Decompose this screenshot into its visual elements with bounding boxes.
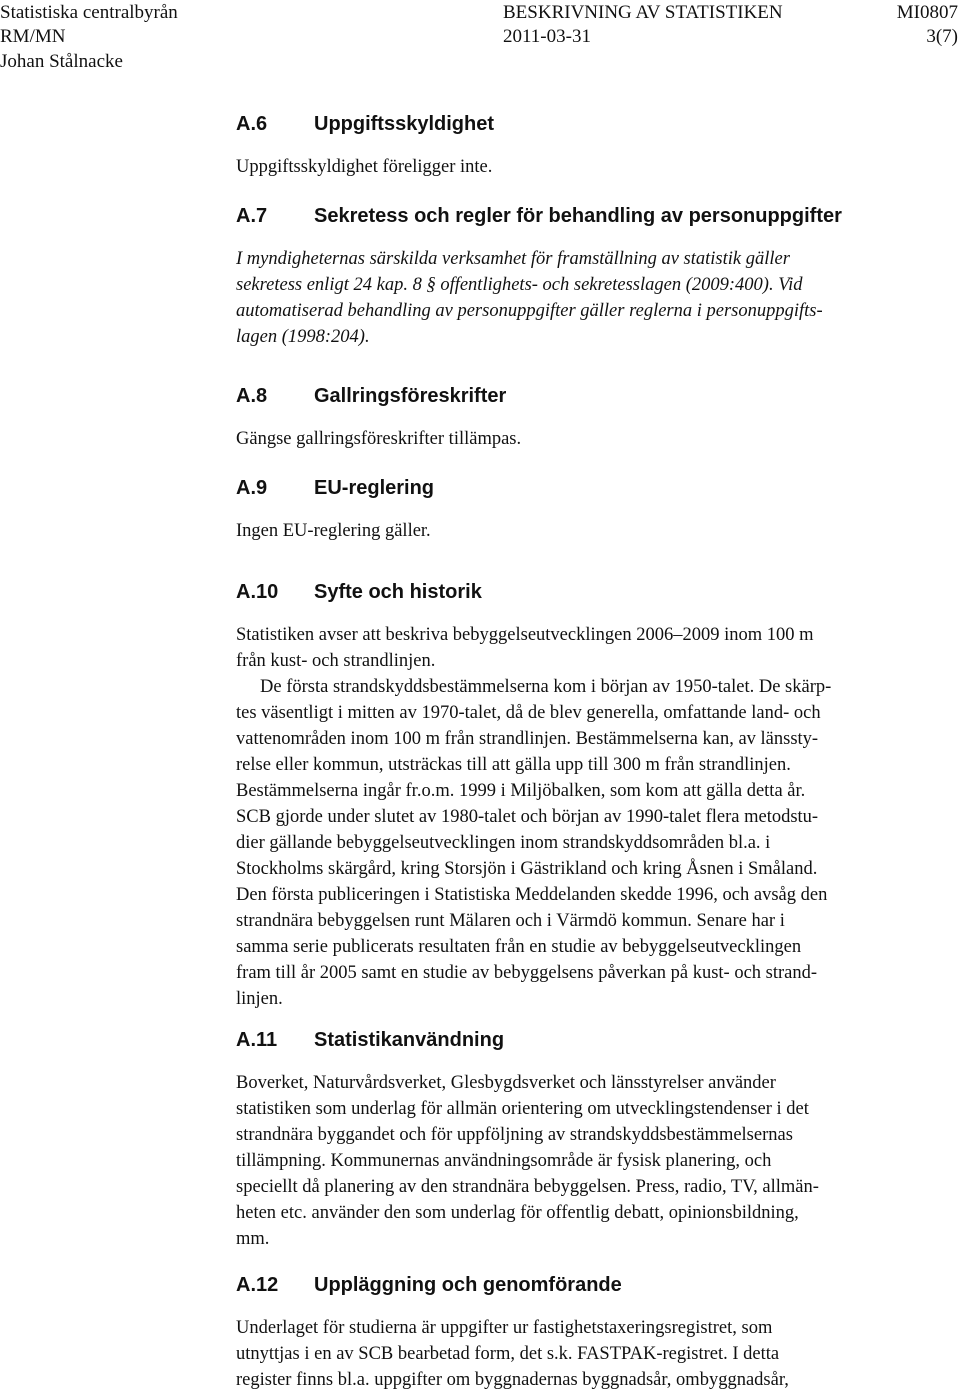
text-line: lagen (1998:204). <box>236 327 370 347</box>
section-title: Sekretess och regler för behandling av personuppgifter <box>314 205 842 227</box>
section-title: Statistikanvändning <box>314 1029 505 1051</box>
section-title: EU-reglering <box>314 477 435 499</box>
section-a8 <box>236 384 952 452</box>
section-heading <box>236 204 952 228</box>
text-line: sekretess enligt 24 kap. 8 § offentlighets- och sekretesslagen (2009:400). Vid <box>236 275 803 295</box>
text-line: I myndigheternas särskilda verksamhet för framställning av statistik gäller <box>236 249 790 269</box>
text-line: heten etc. använder den som underlag för offentlig debatt, opinionsbildning, <box>236 1203 799 1223</box>
header-doc-id: MI0807 <box>896 2 958 23</box>
text-line: Underlaget för studierna är uppgifter ur fastighetstaxeringsregistret, som <box>236 1318 773 1338</box>
header-author: Johan Stålnacke <box>0 51 123 72</box>
section-number: A.6 <box>236 113 268 135</box>
text-line: tes väsentligt i mitten av 1970-talet, då de blev generella, omfattande land- och <box>236 703 821 723</box>
section-heading <box>236 1273 952 1297</box>
text-line: Den första publiceringen i Statistiska Meddelanden skedde 1996, och avsåg den <box>236 885 828 905</box>
section-heading <box>236 1028 952 1052</box>
text-line: automatiserad behandling av personuppgifter gäller reglerna i personuppgifts- <box>236 301 823 321</box>
text-line: mm. <box>236 1229 270 1249</box>
text-line: strandnära byggandet och för uppföljning av strandskyddsbestämmelsernas <box>236 1125 793 1145</box>
text-line: SCB gjorde under slutet av 1980-talet och början av 1990-talet flera metodstu- <box>236 807 819 827</box>
section-text: Uppgiftsskyldighet föreligger inte. <box>236 157 493 177</box>
section-a12 <box>236 1273 952 1393</box>
section-a7 <box>236 204 952 350</box>
section-a10 <box>236 580 952 1012</box>
text-line: Boverket, Naturvårdsverket, Glesbygdsverket och länsstyrelser använder <box>236 1073 776 1093</box>
section-text: Ingen EU-reglering gäller. <box>236 521 431 541</box>
section-title: Syfte och historik <box>314 581 482 603</box>
section-number: A.12 <box>236 1274 279 1296</box>
text-line: Statistiken avser att beskriva bebyggelseutvecklingen 2006–2009 inom 100 m <box>236 625 814 645</box>
section-title: Gallringsföreskrifter <box>314 385 507 407</box>
header-page-number: 3(7) <box>926 26 958 47</box>
section-number: A.8 <box>236 385 268 407</box>
text-line: linjen. <box>236 989 283 1009</box>
text-line: De första strandskyddsbestämmelserna kom i början av 1950-talet. De skärp- <box>260 677 832 697</box>
header-org: Statistiska centralbyrån <box>0 2 178 23</box>
text-line: vattenområden inom 100 m från strandlinjen. Bestämmelserna kan, av länssty- <box>236 729 819 749</box>
section-heading <box>236 476 952 500</box>
text-line: tillämpning. Kommunernas användningsområde är fysisk planering, och <box>236 1151 772 1171</box>
text-line: speciellt då planering av den strandnära bebyggelsen. Press, radio, TV, allmän- <box>236 1177 819 1197</box>
section-number: A.7 <box>236 205 268 227</box>
section-number: A.11 <box>236 1029 278 1051</box>
section-text: Gängse gallringsföreskrifter tillämpas. <box>236 429 522 449</box>
text-line: relse eller kommun, utsträckas till att gälla upp till 300 m från strandlinjen. <box>236 755 791 775</box>
section-number: A.10 <box>236 581 279 603</box>
text-line: Stockholms skärgård, kring Storsjön i Gästrikland och kring Åsnen i Småland. <box>236 859 818 879</box>
section-heading <box>236 112 952 136</box>
section-a6 <box>236 112 952 180</box>
text-line: strandnära bebyggelsen runt Mälaren och i Värmdö kommun. Senare har i <box>236 911 785 931</box>
section-heading <box>236 580 952 604</box>
header-department: RM/MN <box>0 26 66 47</box>
section-heading <box>236 384 952 408</box>
text-line: register finns bl.a. uppgifter om byggnadernas byggnadsår, ombyggnadsår, <box>236 1370 789 1390</box>
text-line: utnyttjas i en av SCB bearbetad form, det s.k. FASTPAK-registret. I detta <box>236 1344 780 1364</box>
text-line: från kust- och strandlinjen. <box>236 651 436 671</box>
text-line: Bestämmelserna ingår fr.o.m. 1999 i Miljöbalken, som kom att gälla detta år. <box>236 781 806 801</box>
header-doc-type: BESKRIVNING AV STATISTIKEN <box>503 2 783 23</box>
text-line: fram till år 2005 samt en studie av bebyggelsens påverkan på kust- och strand- <box>236 963 818 983</box>
text-line: samma serie publicerats resultaten från en studie av bebyggelseutvecklingen <box>236 937 802 957</box>
section-a11 <box>236 1028 952 1252</box>
text-line: dier gällande bebyggelseutvecklingen inom strandskyddsområden bl.a. i <box>236 833 771 853</box>
header-date: 2011-03-31 <box>503 26 591 47</box>
section-title: Uppläggning och genomförande <box>314 1274 622 1296</box>
text-line: statistiken som underlag för allmän orientering om utvecklingstendenser i det <box>236 1099 809 1119</box>
section-number: A.9 <box>236 477 268 499</box>
section-a9 <box>236 476 952 544</box>
section-title: Uppgiftsskyldighet <box>314 113 495 135</box>
